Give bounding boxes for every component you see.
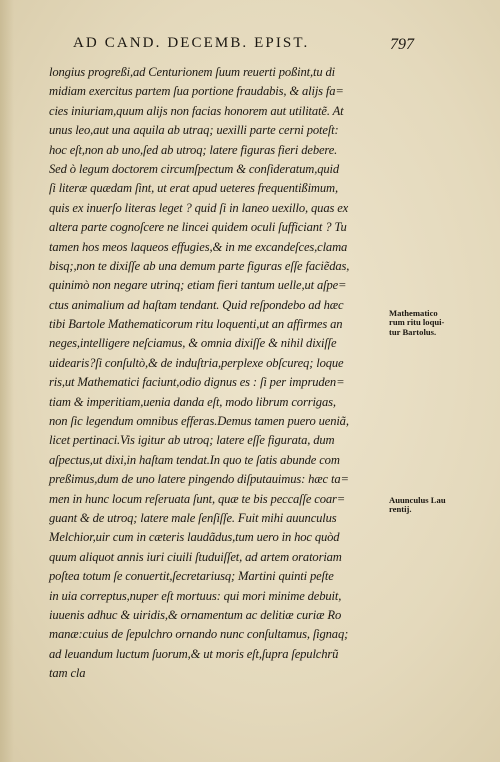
text-line: tamen hos meos laqueos effugies,& in me excandeſces,clama [49, 239, 348, 254]
marginal-note-line: rum ritu loqui- [389, 317, 445, 328]
page-gutter-shadow [0, 0, 14, 762]
text-line: ctus animalium ad haſtam tendant. Quid reſpondebo ad hæc [49, 297, 344, 312]
body-text [49, 63, 389, 684]
text-line: quis ex inuerſo literas leget ? quid ſi in laneo uexillo, quas ex [49, 200, 349, 215]
text-line: manæ:cuius de ſepulchro ornando nunc conſultamus, ſignaq; [49, 627, 349, 642]
text-line: men in hunc locum reſeruata ſunt, quæ te bis peccaſſe coar= [49, 491, 346, 506]
text-line: hoc eſt,non ab uno,ſed ab utroq; latere figuras fieri debere. [49, 142, 338, 157]
text-line: tam cla [49, 666, 86, 681]
text-line: midiam exercitus partem ſua portione fraudabis, & alijs fa= [49, 84, 344, 99]
text-line: tiam & imperitiam,uenia danda eſt, modo librum corrigas, [49, 394, 336, 409]
text-line: quinimò non negare utrinq; etiam fieri tantum uelle,ut aſpe= [49, 278, 347, 293]
marginal-note-line: Mathematico [389, 308, 438, 318]
text-line: altera parte cognoſcere ne lincei quidem oculi ſufficiant ? Tu [49, 220, 347, 235]
text-line: cies iniuriam,quum alijs non facias honorem aut utilitatẽ. At [49, 103, 344, 118]
text-line: uidearis?ſi conſultò,& de induſtria,perplexe obſcureq; loque [49, 355, 344, 370]
text-line: bisq;,non te dixiſſe ab una demum parte figuras eſſe faciẽdas, [49, 258, 350, 273]
running-title: AD CAND. DECEMB. EPIST. [73, 35, 310, 51]
marginal-note-line: Auunculus Lau [389, 495, 446, 505]
text-line: poſtea totum ſe conuertit,ſecretariusq; Martini quinti peſte [49, 569, 334, 584]
page-number: 797 [390, 36, 414, 53]
text-line: unus leo,aut una aquila ab utraq; uexilli parte cerni poteſt: [49, 123, 339, 138]
text-line: ris,ut Mathematici faciunt,odio dignus es : ſi per impruden= [49, 375, 345, 390]
text-line: licet pertinaci.Vis igitur ab utroq; latere eſſe figurata, dum [49, 433, 335, 448]
text-line: guant & de utroq; latere male ſenſiſſe. Fuit mihi auunculus [49, 510, 337, 525]
text-line: Sed ò legum doctorem circumſpectum & conſideratum,quid [49, 161, 340, 176]
text-line: iuuenis adhuc & uiridis,& ornamentum ac delitiæ curiæ Ro [49, 607, 342, 622]
text-line: quum aliquot annis iuri ciuili ſtuduiſſet, ad artem oratoriam [49, 549, 342, 564]
text-line: aſpectus,ut dixi,in haſtam tendat.In quo te ſatis abunde com [49, 452, 340, 467]
marginal-note-line: tur Bartolus. [389, 326, 437, 337]
text-line: longius progreßi,ad Centurionem ſuum reuerti poßint,tu di [49, 65, 335, 79]
marginal-note [389, 309, 461, 337]
text-line: Melchior,uir cum in cæteris laudãdus,tum uero in hoc quòd [49, 530, 340, 545]
text-line: preßimus,dum de uno latere pingendo diſputauimus: hæc ta= [49, 472, 349, 487]
marginal-note-line: rentij. [389, 504, 412, 515]
text-line: ad leuandum luctum ſuorum,& ut moris eſt,ſupra ſepulchrũ [49, 646, 339, 661]
text-line: ſi literæ quædam ſint, ut erat apud ueteres frequentißimum, [49, 181, 338, 196]
marginal-note [389, 496, 461, 515]
text-line: tibi Bartole Mathematicorum ritu loquenti,ut an affirmes an [49, 317, 343, 332]
text-line: in uia correptus,nuper eſt mortuus: qui mori minime debuit, [49, 588, 342, 603]
text-line: neges,intelligere neſciamus, & omnia dixiſſe & nihil dixiſſe [49, 336, 337, 351]
text-line: non ſic legendum omnibus efferas.Demus tamen puero ueniã, [49, 414, 349, 429]
